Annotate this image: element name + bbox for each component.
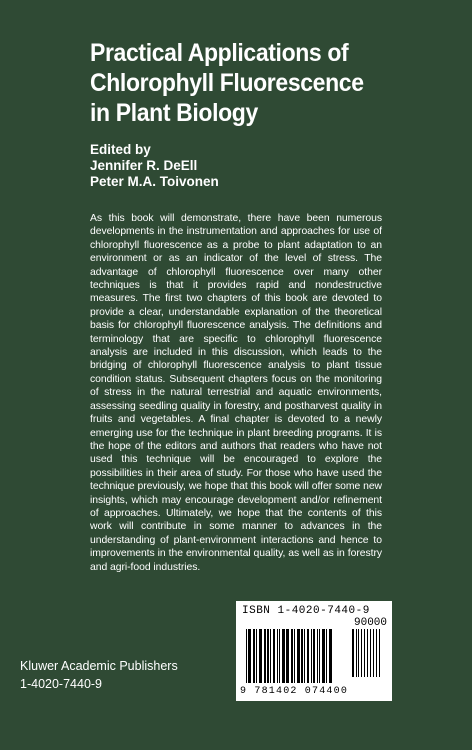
barcode-bar: [291, 629, 293, 683]
barcode-addon-bar: [361, 629, 362, 677]
publisher-block: [20, 657, 178, 693]
barcode-bar: [273, 629, 275, 683]
title-line-3: in Plant Biology: [90, 99, 258, 127]
barcode-addon-bar: [376, 629, 377, 677]
barcode-bars: [244, 629, 384, 685]
barcode-bar: [270, 629, 271, 683]
barcode-bar: [264, 629, 266, 683]
barcode-bar: [304, 629, 305, 683]
barcode-addon-bar: [358, 629, 359, 677]
editor-name-1: Jennifer R. DeEll: [90, 158, 198, 173]
editor-name-2: Peter M.A. Toivonen: [90, 174, 219, 189]
barcode-bar: [259, 629, 262, 683]
barcode-addon-bar: [367, 629, 368, 677]
barcode-addon-bar: [370, 629, 371, 677]
barcode-addon-bar: [356, 629, 357, 677]
barcode-addon-bar: [373, 629, 374, 677]
barcode-bar: [297, 629, 300, 683]
barcode-area: [236, 601, 392, 701]
barcode-bar: [267, 629, 269, 683]
book-description: [90, 212, 382, 574]
title-line-2: Chlorophyll Fluorescence: [90, 69, 364, 97]
barcode-bar: [319, 629, 320, 683]
book-title: [90, 38, 430, 128]
barcode-price-code: 90000: [354, 617, 388, 629]
barcode-bar: [326, 629, 327, 683]
barcode-bar: [307, 629, 309, 683]
barcode-bar: [329, 629, 332, 683]
barcode-bar: [311, 629, 312, 683]
barcode-bar: [277, 629, 278, 683]
publisher-isbn: 1-4020-7440-9: [20, 677, 103, 691]
barcode-bar: [317, 629, 318, 683]
barcode-bar: [286, 629, 289, 683]
barcode-addon-bar: [364, 629, 365, 677]
barcode-bar: [256, 629, 257, 683]
barcode-bar: [301, 629, 303, 683]
barcode-bar: [322, 629, 325, 683]
publisher-name: Kluwer Academic Publishers: [20, 659, 178, 673]
barcode-bar: [282, 629, 285, 683]
edited-by-label: Edited by: [90, 142, 151, 157]
barcode-bar: [248, 629, 251, 683]
barcode-bar: [313, 629, 315, 683]
title-line-1: Practical Applications of: [90, 39, 349, 67]
barcode-ean-digits: 9 781402 074400: [240, 686, 349, 697]
barcode-bar: [279, 629, 280, 683]
barcode-bar: [246, 629, 247, 683]
editors-block: [90, 142, 219, 190]
barcode-bar: [253, 629, 255, 683]
barcode-bar: [294, 629, 295, 683]
barcode-isbn-label: ISBN 1-4020-7440-9: [242, 605, 370, 617]
barcode-addon-bar: [352, 629, 354, 677]
barcode-addon-bar: [379, 629, 380, 677]
description-text: As this book will demonstrate, there have been numerous developments in the instrumentation and approaches for use of chlorophyll fluorescence as a probe to plant adaptation to an environment or as an indicator of the level of stress. The advantage of chlorophyll fluorescence over many other techniques is that it provides rapid and nondestructive measures. The first two chapters of this book are devoted to provide a clear, understandable explanation of the theoretical basis for chlorophyll fluorescence analysis. The definitions and terminology that are specific to chlorophyll fluorescence analysis are included in this discussion, which leads to the bridging of chlorophyll fluorescence analysis to plant tissue condition status. Subsequent chapters focus on the monitoring of stress in the natural terrestrial and aquatic environments, assessing seedling quality in forestry, and postharvest quality in fruits and vegetables. A final chapter is devoted to a newly emerging use for the technique in plant breeding programs. It is the hope of the editors and authors that readers who have not used this technique will be encouraged to explore the possibilities in their area of study. For those who have used the technique previously, we hope that this book will offer some new insights, which may encourage development and/or refinement of approaches. Ultimately, we hope that the contents of this work will contribute in some manner to advances in the understanding of plant-environment interactions and hence to improvements in the environmental quality, as well as in forestry and agri-food industries.: [90, 213, 382, 573]
